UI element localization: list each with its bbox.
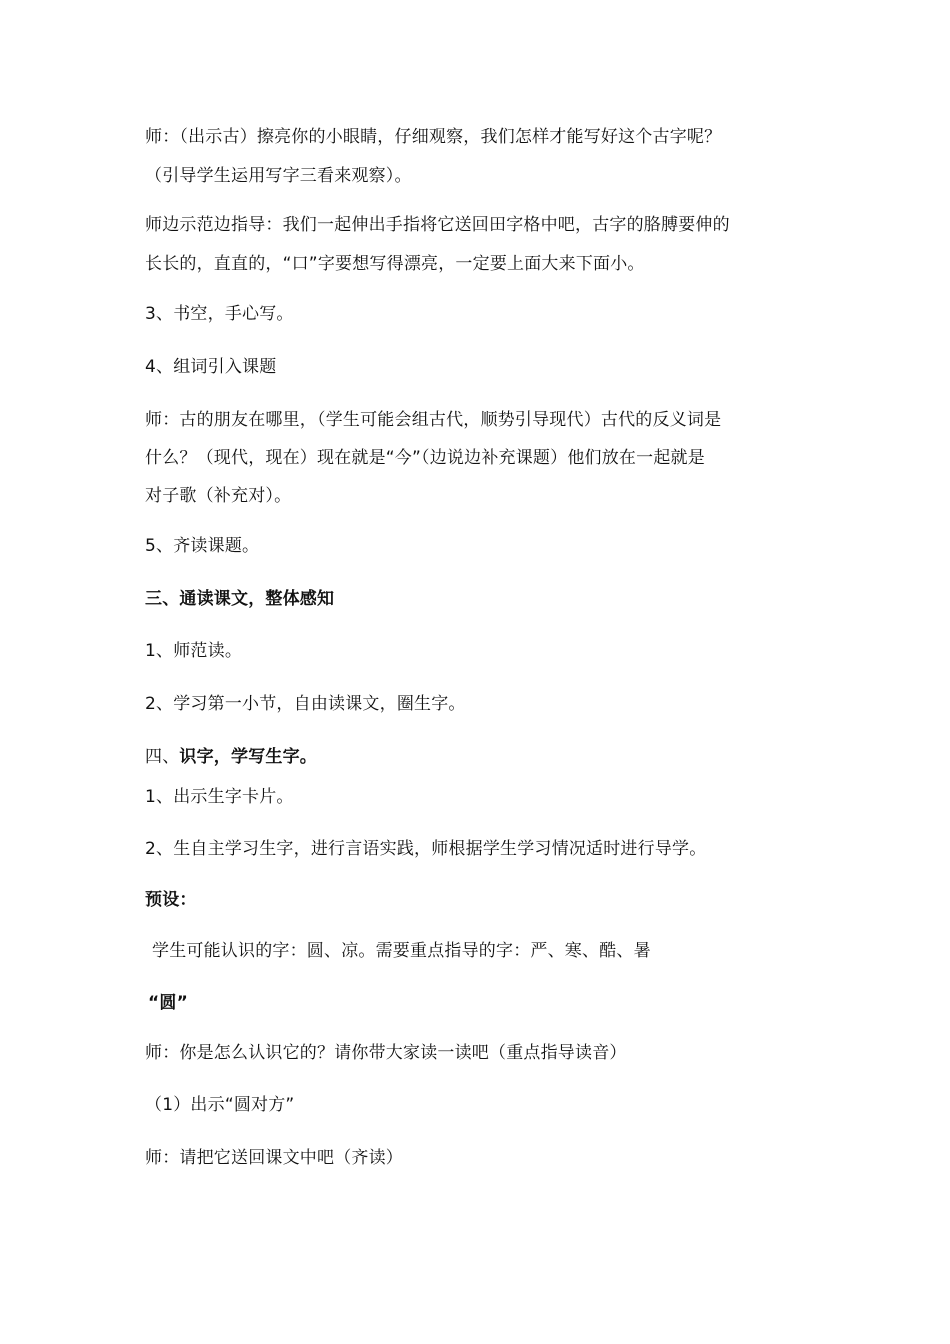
paragraph-line: 2、生自主学习生字，进行言语实践，师根据学生学习情况适时进行导学。	[145, 839, 707, 859]
paragraph-line: （引导学生运用写字三看来观察）。	[145, 166, 412, 186]
paragraph-line: 1、出示生字卡片。	[145, 787, 294, 807]
section-heading-text: 识字，学写生字。	[179, 747, 318, 767]
paragraph-line: 对子歌（补充对）。	[145, 486, 292, 506]
paragraph-line: （1）出示“圆对方”	[145, 1095, 295, 1115]
character-heading: “圆”	[148, 993, 188, 1013]
paragraph-line: 师：古的朋友在哪里，（学生可能会组古代，顺势引导现代）古代的反义词是	[145, 410, 722, 430]
section-heading: 三、通读课文，整体感知	[145, 589, 335, 609]
paragraph-line: 5、齐读课题。	[145, 536, 260, 556]
paragraph-line: 什么？（现代，现在）现在就是“今”（边说边补充课题）他们放在一起就是	[145, 448, 705, 468]
section-heading-prefix: 四、	[145, 747, 180, 767]
paragraph-line: 2、学习第一小节，自由读课文，圈生字。	[145, 694, 466, 714]
paragraph-line: 师边示范边指导：我们一起伸出手指将它送回田字格中吧，古字的胳膊要伸的	[145, 215, 730, 235]
paragraph-line: 师：你是怎么认识它的？请你带大家读一读吧（重点指导读音）	[145, 1043, 627, 1063]
preset-heading: 预设：	[145, 890, 197, 910]
paragraph-line: 学生可能认识的字：圆、凉。需要重点指导的字：严、寒、酷、暑	[152, 941, 651, 961]
paragraph-line: 长长的，直直的，“口”字要想写得漂亮，一定要上面大来下面小。	[145, 254, 645, 274]
paragraph-line: 师：（出示古）擦亮你的小眼睛，仔细观察，我们怎样才能写好这个古字呢？	[145, 127, 722, 147]
section-heading-line	[145, 744, 815, 771]
paragraph-line: 师：请把它送回课文中吧（齐读）	[145, 1148, 403, 1168]
paragraph-line: 3、书空，手心写。	[145, 304, 294, 324]
paragraph-line: 1、师范读。	[145, 641, 243, 661]
paragraph-line: 4、组词引入课题	[145, 357, 277, 377]
